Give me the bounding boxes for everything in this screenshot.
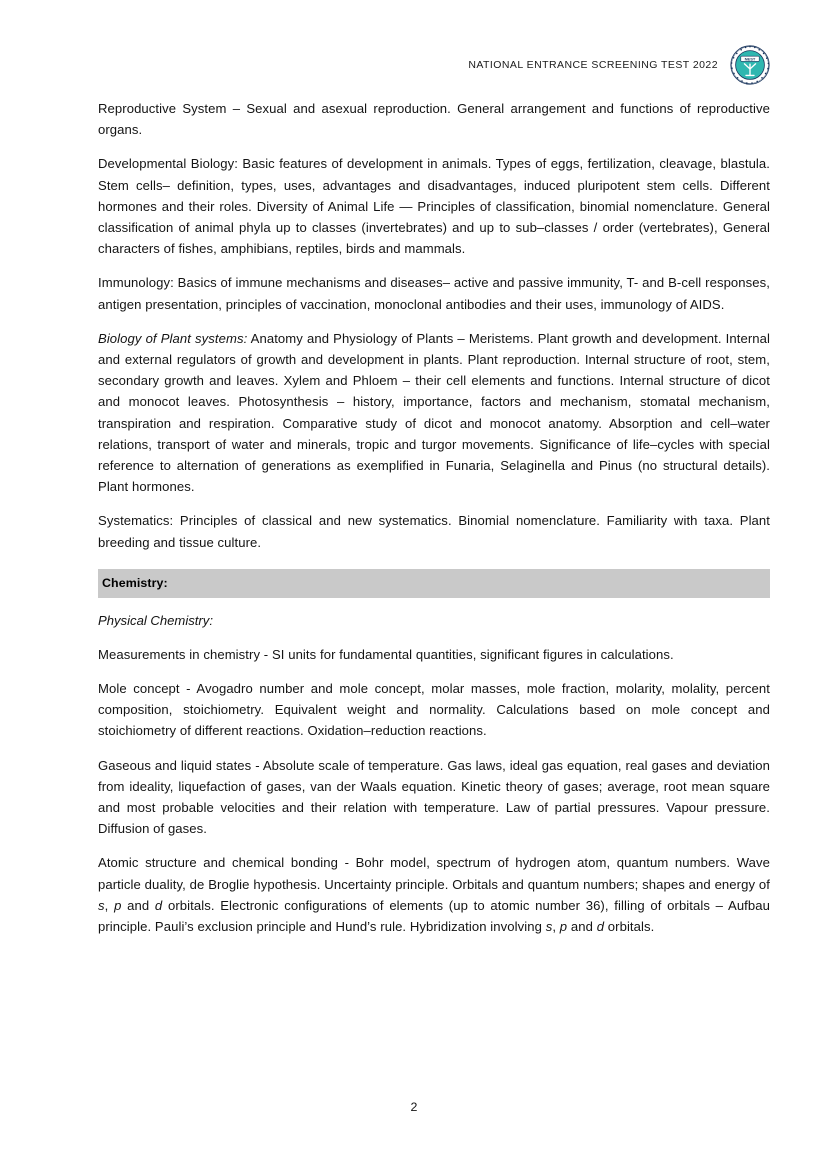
page-number: 2 <box>410 1100 418 1114</box>
plant-systems-lead: Biology of Plant systems: <box>98 330 248 346</box>
atomic-structure-part2: orbitals. Electronic configurations of elements (up to atomic number 36), filling of orbitals – Aufbau principle. Pauli’s exclusion principle and Hund’s rule. Hybridization involving <box>98 897 770 935</box>
subsection-physical-chemistry: Physical Chemistry: <box>98 612 213 628</box>
atomic-structure-part3: orbitals. <box>604 919 655 935</box>
orbital-sep-3: , <box>552 919 560 935</box>
paragraph-gaseous-liquid-states: Gaseous and liquid states - Absolute scale of temperature. Gas laws, ideal gas equation, real gases and deviation from ideality, liquefaction of gases, van der Waals equation. Kinetic theory of gases; average, root mean square and most probable velocities and their relation with temperature. Law of partial pressures. Vapour pressure. Diffusion of gases. <box>98 757 770 837</box>
plant-systems-text: Anatomy and Physiology of Plants – Meristems. Plant growth and development. Internal and external regulators of growth and development in plants. Plant reproduction. Internal structure of root, stem, secondary growth and leaves. Xylem and Phloem – their cell elements and functions. Internal structure of dicot and monocot leaves. Photosynthesis – history, importance, factors and mechanism, stomatal mechanism, transpiration and respiration. Comparative study of dicot and monocot anatomy. Absorption and cell–water relations, transport of water and minerals, tropic and turgor movements. Significance of life–cycles with special reference to alternation of generations as exemplified in Funaria, Selaginella and Pinus (no structural details). Plant hormones. <box>98 330 770 495</box>
orbital-sep-2: and <box>121 897 155 913</box>
orbital-sep-4: and <box>567 919 597 935</box>
paragraph-mole-concept: Mole concept - Avogadro number and mole concept, molar masses, mole fraction, molarity, molality, percent composition, stoichiometry. Equivalent weight and normality. Calculations based on mole concept and stoichiometry of different reactions. Oxidation–reduction reactions. <box>98 681 770 739</box>
page-header <box>98 42 770 88</box>
paragraph-systematics: Systematics: Principles of classical and new systematics. Binomial nomenclature. Familiarity with taxa. Plant breeding and tissue culture. <box>98 513 770 550</box>
paragraph-atomic-structure <box>98 852 770 937</box>
orbital-s-second: s <box>545 919 553 935</box>
paragraph-developmental-biology: Developmental Biology: Basic features of development in animals. Types of eggs, fertilization, cleavage, blastula. Stem cells– definition, types, uses, advantages and disadvantages, induced pluripotent stem cells. Different hormones and their roles. Diversity of Animal Life — Principles of classification, binomial nomenclature. General classification of animal phyla up to classes (invertebrates) and up to sub–classes / order (vertebrates), General characters of fishes, amphibians, reptiles, birds and mammals. <box>98 156 770 257</box>
document-body <box>98 98 770 937</box>
atomic-structure-part1: Atomic structure and chemical bonding - Bohr model, spectrum of hydrogen atom, quantum numbers. Wave particle duality, de Broglie hypothesis. Uncertainty principle. Orbitals and quantum numbers; shapes and energy of <box>98 855 770 892</box>
page-footer <box>0 1098 828 1116</box>
orbital-d-second: d <box>596 919 605 935</box>
header-title: NATIONAL ENTRANCE SCREENING TEST 2022 <box>468 59 718 71</box>
orbital-s-first: s <box>98 897 105 913</box>
paragraph-biology-of-plant-systems <box>98 328 770 498</box>
orbital-p-second: p <box>559 919 568 935</box>
svg-text:NEST: NEST <box>744 56 756 62</box>
orbital-d-first: d <box>154 897 163 913</box>
paragraph-reproductive-system: Reproductive System – Sexual and asexual reproduction. General arrangement and functions of reproductive organs. <box>98 101 770 138</box>
nest-logo-icon <box>730 45 770 85</box>
section-title-chemistry: Chemistry: <box>102 575 168 590</box>
paragraph-immunology: Immunology: Basics of immune mechanisms and diseases– active and passive immunity, T- and B-cell responses, antigen presentation, principles of vaccination, monoclonal antibodies and their uses, immunology of AIDS. <box>98 275 770 312</box>
paragraph-measurements: Measurements in chemistry - SI units for fundamental quantities, significant figures in calculations. <box>98 646 674 662</box>
orbital-sep-1: , <box>104 897 115 913</box>
section-banner-chemistry <box>98 569 770 598</box>
orbital-p-first: p <box>114 897 122 913</box>
